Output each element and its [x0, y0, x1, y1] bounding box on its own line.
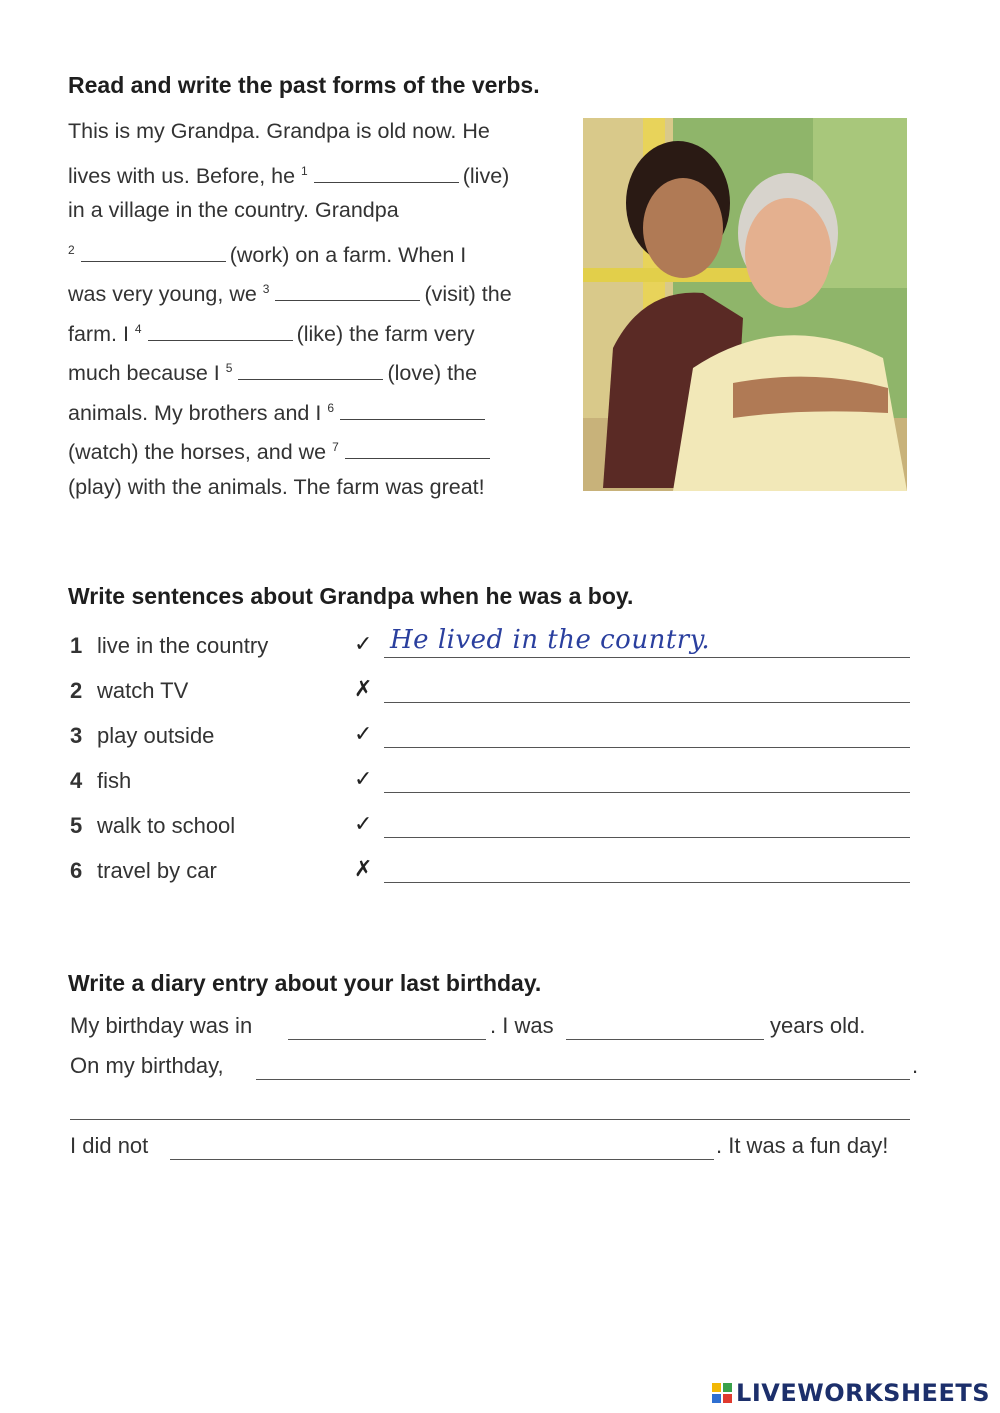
diary-entry: My birthday was in . I was years old. On my birthday, . I did not . It was a fun day! — [70, 1013, 919, 1158]
passage-line: in a village in the country. Grandpa — [68, 198, 399, 222]
photo-illustration — [583, 118, 907, 491]
passage-line: This is my Grandpa. Grandpa is old now. He — [68, 119, 490, 143]
grandpa-photo — [583, 118, 907, 491]
passage-line: farm. I $^4$ (like) the farm very — [68, 310, 558, 350]
birthday-activity-input[interactable] — [256, 1079, 910, 1080]
blank-7-input[interactable] — [345, 432, 490, 459]
passage-line: was very young, we $^3$ (visit) the — [68, 270, 558, 310]
section-title-sentences: Write sentences about Grandpa when he was a boy. — [68, 583, 634, 609]
list-item: 3 play outside ✓ — [70, 715, 910, 760]
passage-line: much because I $^5$ (love) the — [68, 349, 558, 389]
check-icon: ✓ — [354, 721, 373, 746]
blank-1-input[interactable] — [314, 156, 459, 183]
check-icon: ✓ — [354, 811, 373, 836]
passage-line: (play) with the animals. The farm was great! — [68, 474, 485, 499]
cross-icon: ✗ — [354, 856, 373, 881]
answer-line-3[interactable] — [384, 747, 910, 748]
did-not-input[interactable] — [170, 1159, 714, 1160]
liveworksheets-logo: LIVEWORKSHEETS — [712, 1379, 990, 1407]
section-title-diary: Write a diary entry about your last birthday. — [68, 970, 542, 996]
answer-line-2[interactable] — [384, 702, 910, 703]
logo-icon — [712, 1383, 732, 1403]
list-item: 2 watch TV ✗ — [70, 670, 910, 715]
blank-2-input[interactable] — [81, 235, 226, 262]
section-title-past-forms: Read and write the past forms of the verbs. — [68, 72, 540, 98]
list-item: 1 live in the country ✓ He lived in the country. — [70, 625, 910, 670]
answer-line-1[interactable] — [384, 657, 910, 658]
birthday-activity-line-2[interactable] — [70, 1119, 910, 1120]
reading-passage — [68, 112, 558, 507]
list-item: 5 walk to school ✓ — [70, 805, 910, 850]
passage-line: (watch) the horses, and we $^7$ — [68, 428, 558, 468]
passage-line: animals. My brothers and I $^6$ — [68, 389, 558, 429]
sentence-list — [70, 625, 910, 895]
list-item: 6 travel by car ✗ — [70, 850, 910, 895]
blank-5-input[interactable] — [238, 353, 383, 380]
age-input[interactable] — [566, 1039, 764, 1040]
handwritten-answer: He lived in the country. — [390, 625, 711, 655]
blank-3-input[interactable] — [275, 274, 420, 301]
birthday-month-input[interactable] — [288, 1039, 486, 1040]
answer-line-5[interactable] — [384, 837, 910, 838]
cross-icon: ✗ — [354, 676, 373, 701]
passage-line: lives with us. Before, he $^1$ (live) — [68, 152, 558, 192]
blank-6-input[interactable] — [340, 393, 485, 420]
answer-line-6[interactable] — [384, 882, 910, 883]
list-item: 4 fish ✓ — [70, 760, 910, 805]
blank-4-input[interactable] — [148, 314, 293, 341]
check-icon: ✓ — [354, 631, 373, 656]
answer-line-4[interactable] — [384, 792, 910, 793]
check-icon: ✓ — [354, 766, 373, 791]
passage-line: $^2$ (work) on a farm. When I — [68, 231, 558, 271]
